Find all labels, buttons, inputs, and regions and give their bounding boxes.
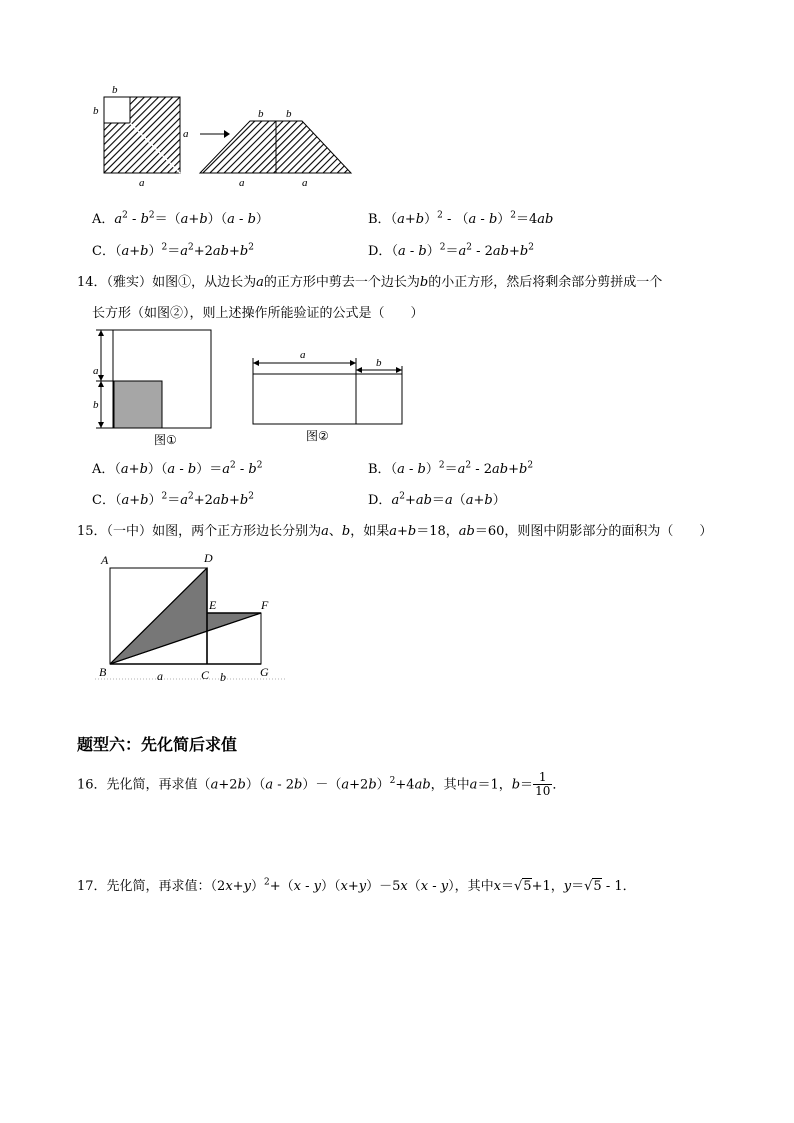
var-b: b	[341, 524, 351, 539]
superscript: 2	[439, 242, 446, 253]
q13-figure	[88, 82, 368, 192]
option-text: ＝	[445, 244, 459, 259]
sqrt-symbol: √	[513, 879, 523, 894]
sqrt-symbol: √	[584, 879, 593, 894]
var-a: a	[389, 524, 397, 539]
q14-figures	[88, 322, 418, 452]
option-letter: C．	[92, 244, 115, 259]
option-text: ）＝	[196, 462, 223, 477]
option-text: ）	[492, 493, 506, 508]
superscript: 2	[229, 460, 236, 471]
var: b	[237, 777, 246, 793]
option-text: +	[508, 462, 520, 477]
point-c: C	[201, 668, 210, 682]
var: a	[180, 244, 188, 259]
superscript: 2	[438, 460, 445, 471]
option-text: （	[114, 462, 121, 477]
var: b	[519, 244, 529, 259]
option-text: -	[405, 244, 419, 259]
q14-option-a[interactable]	[92, 458, 262, 477]
option-text: （	[114, 493, 122, 508]
question-number: 14．	[77, 275, 107, 290]
option-text: ）	[255, 212, 269, 227]
option-text: （	[452, 493, 466, 508]
arrow-head	[253, 360, 259, 366]
q16-text: +2	[218, 777, 238, 793]
arrow-head	[98, 381, 104, 387]
var: b	[511, 777, 521, 793]
q14-line2: 长方形（如图②），则上述操作所能验证的公式是（ ）	[92, 306, 424, 321]
var: a	[120, 462, 129, 477]
q16-text: ）－（	[302, 777, 342, 793]
option-text: ）	[148, 244, 162, 259]
option-text: +	[228, 493, 240, 508]
point-f: F	[261, 598, 269, 612]
var: a	[114, 212, 123, 227]
option-text: （	[391, 244, 398, 259]
q14-text: 的正方形中剪去一个边长为	[263, 275, 420, 290]
option-letter: B．	[368, 212, 391, 227]
trap-label-b1: b	[258, 108, 264, 120]
fig1-caption: 图①	[154, 433, 177, 447]
var: y	[313, 879, 321, 894]
var: b	[294, 777, 303, 793]
q13-option-c[interactable]	[92, 240, 254, 259]
fig1-label-b: b	[93, 399, 99, 411]
var: b	[239, 493, 249, 508]
option-text: ）（	[147, 462, 168, 477]
superscript: 2	[248, 242, 254, 253]
q16-line	[77, 768, 565, 798]
var: a	[227, 212, 235, 227]
var: x	[340, 879, 348, 894]
var: a	[397, 212, 405, 227]
q17-text: ＝	[571, 879, 585, 894]
arrow-head	[98, 422, 104, 428]
arrow-head	[98, 330, 104, 336]
arrow-head	[98, 375, 104, 381]
superscript: 2	[256, 460, 263, 471]
var: a	[180, 212, 189, 227]
question-number: 15．	[77, 524, 107, 539]
q16-text: ＝	[520, 777, 534, 793]
removed-small-square	[104, 97, 130, 123]
var: a	[341, 777, 350, 793]
superscript: 2	[510, 210, 517, 221]
option-text: +	[188, 212, 200, 227]
var: b	[199, 212, 208, 227]
q17-line	[77, 875, 636, 894]
option-letter: D．	[368, 493, 392, 508]
superscript: 2	[148, 210, 155, 221]
option-text: ）	[426, 244, 440, 259]
trap-label-a2: a	[302, 177, 308, 189]
q14-option-d[interactable]	[368, 489, 506, 508]
option-text: +	[129, 493, 141, 508]
sqrt-radicand: 5	[593, 879, 602, 894]
q16-text: ）	[376, 777, 390, 793]
var: b	[140, 244, 149, 259]
var: b	[415, 212, 425, 227]
arrow-head	[396, 367, 402, 373]
var: a	[397, 462, 405, 477]
q17-text: +（	[269, 879, 294, 894]
var: y	[440, 879, 449, 894]
var: y	[243, 879, 251, 894]
var: a	[210, 777, 219, 793]
q17-text: ）	[250, 879, 264, 894]
fig2-caption: 图②	[306, 429, 329, 443]
question-number: 16．	[77, 777, 107, 793]
var: ab	[415, 493, 432, 508]
option-text: - 2	[471, 462, 493, 477]
option-text: ＝	[167, 493, 181, 508]
option-text: +	[404, 212, 416, 227]
var: x	[420, 879, 429, 894]
var: ab	[492, 462, 509, 477]
arrow-head	[350, 360, 356, 366]
option-text: -	[234, 212, 248, 227]
point-b: B	[99, 665, 107, 679]
q16-text: - 2	[273, 777, 295, 793]
trap-label-a1: a	[239, 177, 245, 189]
var: b	[484, 493, 493, 508]
q15-text: 、	[328, 524, 342, 539]
option-text: ）	[497, 212, 511, 227]
option-text: ＝（	[154, 212, 181, 227]
option-text: ）	[148, 493, 162, 508]
var: b	[488, 212, 498, 227]
q14-option-c[interactable]	[92, 489, 254, 508]
q15-text: ，如果	[350, 524, 390, 539]
fig2-label-a: a	[300, 349, 306, 361]
q13-option-b[interactable]	[368, 208, 553, 227]
q14-line1	[77, 271, 662, 290]
fraction-numerator: 1	[533, 771, 552, 785]
q16-text: ）（	[245, 777, 266, 793]
sqrt-radicand: 5	[523, 879, 532, 894]
var: b	[418, 244, 427, 259]
q13-option-a[interactable]	[92, 208, 269, 227]
var-a: a	[256, 275, 264, 290]
option-letter: D．	[368, 244, 392, 259]
q16-text: 先化简，再求值（	[106, 777, 211, 793]
question-source: （一中）	[106, 524, 153, 539]
var: a	[469, 777, 478, 793]
option-letter: A．	[92, 462, 115, 477]
option-text: ＝4	[516, 212, 538, 227]
var: ab	[212, 493, 229, 508]
option-text: （	[114, 244, 122, 259]
fig1-small-square	[114, 381, 162, 428]
option-text: +2	[193, 493, 213, 508]
q17-text: ）（	[320, 879, 341, 894]
q14-text: 如图①，从边长为	[152, 275, 257, 290]
option-text: ）	[425, 462, 439, 477]
var: b	[239, 244, 249, 259]
var: a	[180, 493, 188, 508]
var: b	[187, 462, 197, 477]
q16-text: ＝1，	[477, 777, 512, 793]
superscript: 2	[528, 242, 534, 253]
option-text: +	[509, 244, 520, 259]
q17-text: +1，	[531, 879, 564, 894]
var: a	[265, 777, 274, 793]
var: a	[465, 493, 474, 508]
var: b	[140, 493, 149, 508]
var: a	[222, 462, 230, 477]
option-letter: B．	[368, 462, 391, 477]
q15-text: ＝18，	[416, 524, 459, 539]
superscript: 2	[161, 491, 168, 502]
q15-text: +	[396, 524, 408, 539]
label-b-left: b	[93, 105, 99, 117]
superscript: 2	[188, 491, 194, 502]
fraction-denominator: 10	[535, 784, 551, 799]
var: b	[519, 462, 528, 477]
q16-text: ．	[552, 777, 566, 793]
var: b	[247, 212, 256, 227]
var: ab	[212, 244, 229, 259]
option-text: ＝	[444, 462, 458, 477]
q17-text: -	[428, 879, 441, 894]
superscript: 2	[527, 460, 534, 471]
q17-text: +	[232, 879, 244, 894]
var: ab	[537, 212, 554, 227]
option-text: ）（	[207, 212, 228, 227]
option-text: +	[228, 244, 240, 259]
option-text: （	[390, 462, 398, 477]
var: a	[458, 244, 467, 259]
option-letter: C．	[92, 493, 115, 508]
var: a	[391, 493, 400, 508]
var-b: b	[407, 524, 417, 539]
point-g: G	[260, 665, 269, 679]
superscript: 2	[161, 242, 168, 253]
var-a: a	[321, 524, 329, 539]
var: b	[139, 462, 148, 477]
point-d: D	[204, 551, 213, 565]
label-b-top: b	[112, 84, 118, 96]
var: a	[121, 493, 130, 508]
option-text: +2	[193, 244, 213, 259]
q14-text: 的小正方形，然后将剩余部分剪拼成一个	[428, 275, 663, 290]
option-text: ＝	[431, 493, 445, 508]
q17-text: ＝	[500, 879, 514, 894]
q13-option-d[interactable]	[368, 240, 534, 259]
option-text: -	[476, 212, 489, 227]
superscript: 2	[466, 242, 472, 253]
option-text: （	[390, 212, 398, 227]
fig2-rect-a	[253, 374, 356, 424]
point-a: A	[101, 553, 109, 567]
var: b	[417, 462, 426, 477]
var: b	[140, 212, 149, 227]
option-text: -	[175, 462, 188, 477]
fig2-label-b: b	[376, 357, 382, 369]
option-text: -	[127, 212, 141, 227]
q15-text: 如图，两个正方形边长分别为	[152, 524, 322, 539]
q15-line1	[77, 520, 712, 539]
superscript: 2	[248, 491, 254, 502]
q17-text: 先化简，再求值：（2	[106, 879, 226, 894]
q17-text: -	[300, 879, 314, 894]
q15-text: ＝60，	[474, 524, 518, 539]
option-text: +	[404, 493, 416, 508]
label-b: b	[220, 670, 226, 684]
section-title: 题型六：先化简后求值	[77, 735, 238, 754]
q15-figure	[95, 548, 285, 688]
arrow-head	[356, 367, 362, 373]
option-text: -	[235, 462, 249, 477]
q16-text: ，其中	[430, 777, 470, 793]
var-ab: ab	[458, 524, 475, 539]
trap-label-b2: b	[286, 108, 292, 120]
q17-text: ），其中	[448, 879, 494, 894]
var: y	[563, 879, 572, 894]
superscript: 2	[437, 210, 443, 221]
var: a	[167, 462, 176, 477]
superscript: 2	[465, 460, 472, 471]
var: a	[457, 462, 466, 477]
var: x	[293, 879, 301, 894]
fig1-label-a: a	[93, 365, 99, 377]
q17-text: （	[407, 879, 421, 894]
var: b	[368, 777, 377, 793]
option-text: -	[404, 462, 418, 477]
option-text: ＝	[167, 244, 181, 259]
superscript: 2	[263, 877, 270, 888]
option-text: +	[473, 493, 485, 508]
q17-text: +	[347, 879, 359, 894]
question-number: 17．	[77, 879, 107, 894]
superscript: 2	[399, 491, 405, 502]
q16-text: +4	[395, 777, 415, 793]
fraction	[533, 771, 552, 798]
superscript: 2	[389, 776, 396, 786]
var: a	[397, 244, 406, 259]
var: b	[248, 462, 257, 477]
option-text: +	[129, 244, 141, 259]
var: x	[400, 879, 408, 894]
var: a	[468, 212, 477, 227]
point-e: E	[209, 598, 217, 612]
superscript: 2	[188, 242, 194, 253]
label-a: a	[157, 669, 163, 683]
q15-text: 则图中阴影部分的面积为（ ）	[517, 524, 713, 539]
option-letter: A．	[92, 212, 115, 227]
option-text: - 2	[471, 244, 493, 259]
question-source: （雅实）	[106, 275, 153, 290]
var: ab	[414, 777, 431, 793]
var: x	[493, 879, 501, 894]
q14-option-b[interactable]	[368, 458, 533, 477]
arrow-head	[224, 130, 230, 138]
option-text: - （	[442, 212, 469, 227]
fig2-rect-b	[356, 374, 402, 424]
var: x	[225, 879, 233, 894]
q16-text: +2	[349, 777, 369, 793]
label-a-bottom: a	[139, 177, 145, 189]
q17-text: ）－5	[366, 879, 401, 894]
var-b: b	[419, 275, 429, 290]
superscript: 2	[122, 210, 128, 221]
label-a-right: a	[183, 128, 189, 140]
var: a	[121, 244, 130, 259]
var: ab	[492, 244, 509, 259]
q17-text: - 1．	[601, 879, 636, 894]
var: y	[358, 879, 367, 894]
option-text: +	[128, 462, 140, 477]
option-text: ）	[424, 212, 438, 227]
var: a	[444, 493, 453, 508]
